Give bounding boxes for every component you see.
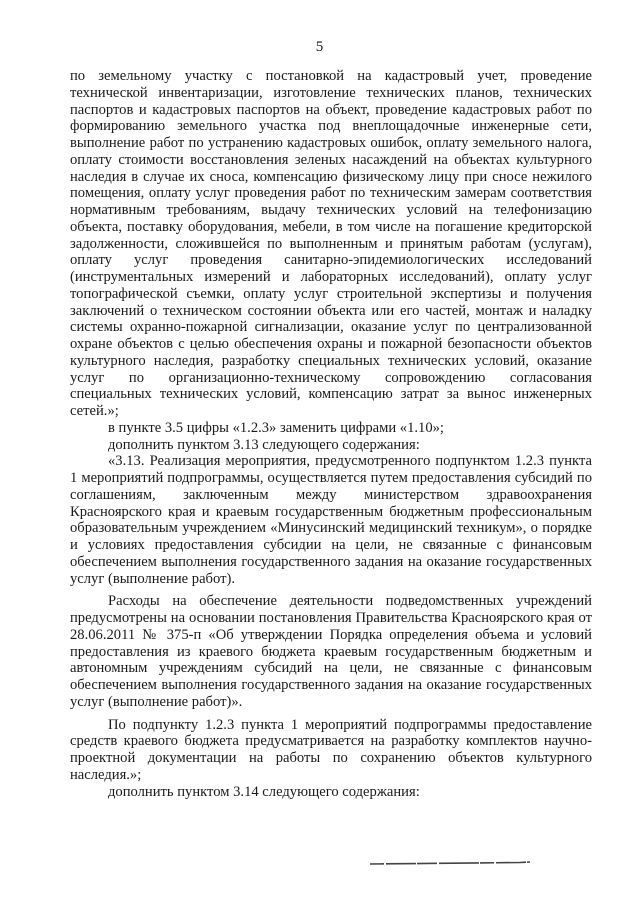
scan-artifact-stroke <box>370 860 530 866</box>
paragraph-3-13-text: «3.13. Реализация мероприятия, предусмотренного подпунктом 1.2.3 пункта 1 мероприятий подпрограммы, осуществляется путем предоставления субсидий по соглашениям, заключенным между министерством здравоохранения Красноярского края и краевым государственным бюджетным профессиональным образовательным учреждением «Минусинский медицинский техникум», о порядке и условиях предоставления субсидии на цели, не связанные с финансовым обеспечением выполнения государственного задания на оказание государственных услуг (выполнение работ). <box>70 453 592 587</box>
paragraph-amend-3-5: в пункте 3.5 цифры «1.2.3» заменить цифрами «1.10»; <box>108 419 444 436</box>
paragraph-continuation: по земельному участку с постановкой на кадастровый учет, проведение технической инвентаризации, изготовление технических планов, технических паспортов и кадастровых паспортов на объект, проведение кадастровых работ по формированию земельного участка под внеплощадочные инженерные сети, выполнение работ по устранению кадастровых ошибок, оплату земельного налога, оплату стоимости восстановления зеленых насаждений на объектах культурного наследия в случае их сноса, компенсацию физическому лицу при сносе нежилого помещения, оплату услуг проведения работ по техническим замерам соответствия нормативным требованиям, выдачу технических условий на телефонизацию объекта, поставку оборудования, мебели, в том числе на погашение кредиторской задолженности, сложившейся по выполненным и принятым работам (услугам), оплату услуг проведения санитарно-эпидемиологических исследований (инструментальных измерений и лабораторных исследований), оплату услуг топографической съемки, оплату услуг строительной экспертизы и получения заключений о техническом состоянии объекта или его частей, монтаж и наладку системы охранно-пожарной сигнализации, оказание услуг по централизованной охране объектов с целью обеспечения охраны и пожарной безопасности объектов культурного наследия, разработку специальных технических условий, оказание услуг по организационно-техническому сопровождению согласования специальных технических условий, компенсацию затрат за вынос инженерных сетей.»; <box>70 68 592 419</box>
page-number: 5 <box>315 39 324 55</box>
paragraph-expenses: Расходы на обеспечение деятельности подведомственных учреждений предусмотрены на основании постановления Правительства Красноярского края от 28.06.2011 № 375-п «Об утверждении Порядка определения объема и условий предоставления из краевого бюджета краевым государственным бюджетным и автономным учреждениям субсидий на цели, не связанные с финансовым обеспечением выполнения государственного задания на оказание государственных услуг (выполнение работ)». <box>70 593 592 710</box>
document-body <box>70 68 592 800</box>
paragraph-add-3-13: дополнить пунктом 3.13 следующего содержания: <box>108 436 420 453</box>
paragraph-add-3-14: дополнить пунктом 3.14 следующего содержания: <box>108 783 420 800</box>
paragraph-subpoint-1-2-3: По подпункту 1.2.3 пункта 1 мероприятий подпрограммы предоставление средств краевого бюджета предусматривается на разработку комплектов научно-проектной документации на работы по сохранению объектов культурного наследия.»; <box>70 716 592 783</box>
